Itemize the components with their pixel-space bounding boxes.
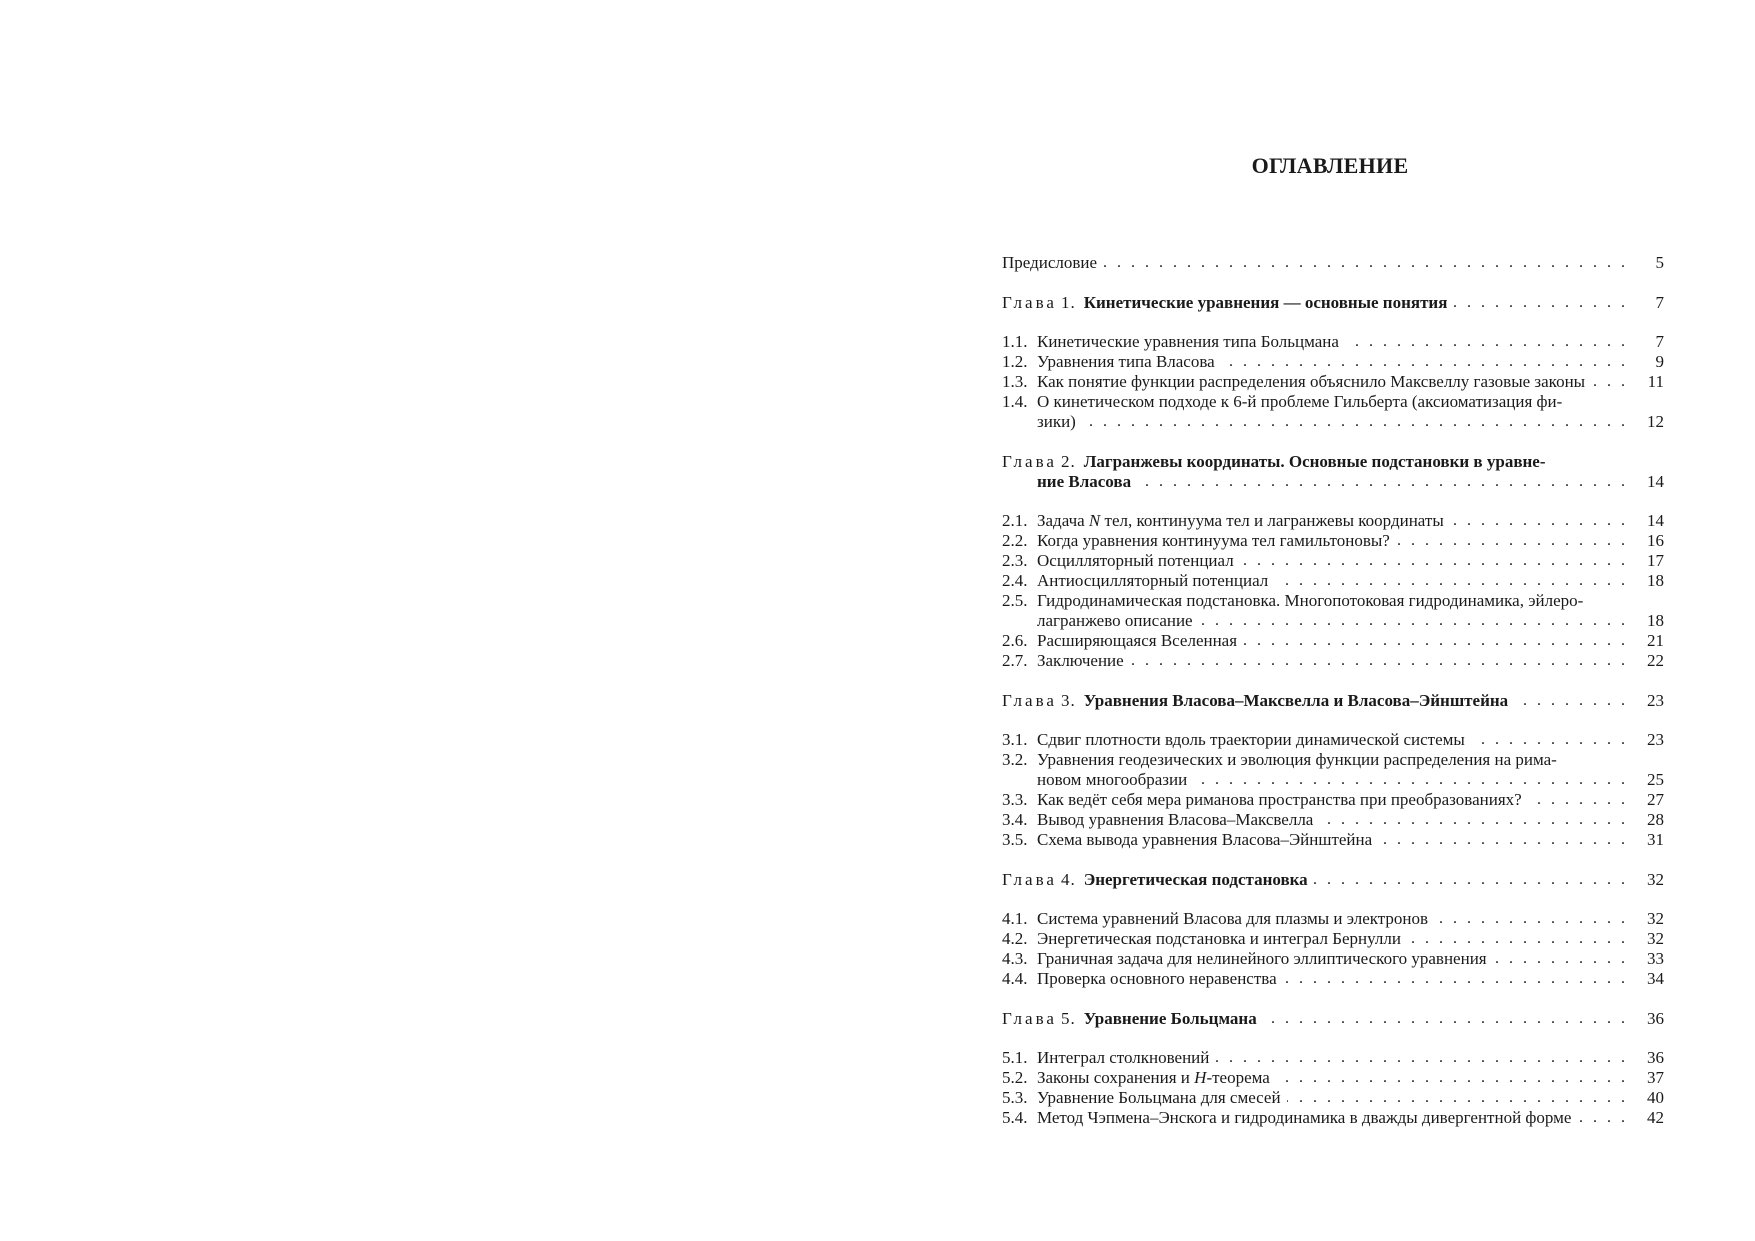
section-line xyxy=(1002,511,1664,531)
toc-chapter-entry[interactable] xyxy=(1002,293,1664,313)
toc-entry-preface[interactable] xyxy=(1002,253,1664,273)
page-number: 27 xyxy=(1647,790,1664,809)
toc-section-entry[interactable] xyxy=(1002,392,1664,432)
section-number: 5.2. xyxy=(1002,1068,1028,1087)
page-number: 28 xyxy=(1647,810,1664,829)
page-title: ОГЛАВЛЕНИЕ xyxy=(1251,153,1409,178)
page-number: 21 xyxy=(1647,631,1664,650)
chapters-container xyxy=(1002,293,1664,1129)
page-number: 23 xyxy=(1647,690,1664,710)
section-number: 3.3. xyxy=(1002,790,1028,809)
section-gap xyxy=(1002,492,1664,512)
toc-chapter-entry[interactable] xyxy=(1002,1009,1664,1029)
page-number: 7 xyxy=(1655,292,1664,312)
dot-leader xyxy=(1082,412,1628,432)
chapter-title-continued: ние Власова xyxy=(1037,471,1132,491)
chapter-title: Уравнение Больцмана xyxy=(1083,1008,1257,1028)
section-line xyxy=(1002,770,1664,790)
toc-section-entry[interactable] xyxy=(1002,750,1664,790)
chapter-number: 4. xyxy=(1060,869,1076,889)
section-line xyxy=(1002,372,1664,392)
section-line xyxy=(1002,531,1664,551)
section-number: 4.4. xyxy=(1002,969,1028,988)
section-title: Проверка основного неравенства xyxy=(1037,969,1277,988)
section-title: Расширяющаяся Вселенная xyxy=(1037,631,1238,650)
section-number: 3.4. xyxy=(1002,810,1028,829)
section-line xyxy=(1002,909,1664,929)
dot-leader xyxy=(1193,770,1628,790)
dot-leader xyxy=(1396,531,1628,551)
page-number: 32 xyxy=(1647,929,1664,948)
section-gap xyxy=(1002,1029,1664,1049)
chapter-word: Глава xyxy=(1002,1008,1057,1028)
section-number: 1.2. xyxy=(1002,352,1028,371)
section-number: 5.1. xyxy=(1002,1048,1028,1067)
section-number: 3.5. xyxy=(1002,830,1028,849)
section-title: Уравнение Больцмана для смесей xyxy=(1037,1088,1281,1107)
chapter-heading-line xyxy=(1002,452,1664,472)
chapter-title: Энергетическая подстановка xyxy=(1083,869,1308,889)
toc-section-entry[interactable] xyxy=(1002,909,1664,929)
toc-section-entry[interactable] xyxy=(1002,551,1664,571)
section-number: 2.3. xyxy=(1002,551,1028,570)
page-number: 14 xyxy=(1647,471,1664,491)
toc-section-entry[interactable] xyxy=(1002,1088,1664,1108)
section-title: Антиосцилляторный потенциал xyxy=(1037,571,1269,590)
chapter-heading-line xyxy=(1002,1009,1664,1029)
toc-section-entry[interactable] xyxy=(1002,949,1664,969)
chapter-word: Глава xyxy=(1002,690,1057,710)
section-title: Уравнения геодезических и эволюция функции распределения на рима- xyxy=(1037,750,1557,769)
section-line xyxy=(1002,551,1664,571)
dot-leader xyxy=(1130,651,1628,671)
dot-leader xyxy=(1283,969,1628,989)
section-title: Схема вывода уравнения Власова–Эйнштейна xyxy=(1037,830,1373,849)
page-number: 17 xyxy=(1647,551,1664,570)
toc-section-entry[interactable] xyxy=(1002,929,1664,949)
section-title: Законы сохранения и H-теорема xyxy=(1037,1068,1270,1087)
section-gap xyxy=(1002,313,1664,333)
section-line xyxy=(1002,810,1664,830)
section-title: Как ведёт себя мера риманова пространства при преобразованиях? xyxy=(1037,790,1522,809)
chapter-title: Лагранжевы координаты. Основные подстановки в уравне- xyxy=(1083,451,1546,471)
page-number: 23 xyxy=(1647,730,1664,749)
dot-leader xyxy=(1240,551,1628,571)
toc-section-entry[interactable] xyxy=(1002,969,1664,989)
section-number: 1.4. xyxy=(1002,392,1028,411)
toc-chapter-entry[interactable] xyxy=(1002,870,1664,890)
dot-leader xyxy=(1434,909,1628,929)
section-title-continued: зики) xyxy=(1037,412,1076,431)
section-line xyxy=(1002,591,1664,611)
section-line xyxy=(1002,790,1664,810)
dot-leader xyxy=(1493,949,1628,969)
section-line xyxy=(1002,332,1664,352)
dot-leader xyxy=(1287,1088,1628,1108)
section-line xyxy=(1002,730,1664,750)
page-number: 32 xyxy=(1647,909,1664,928)
section-number: 3.2. xyxy=(1002,750,1028,769)
section-title: Уравнения типа Власова xyxy=(1037,352,1215,371)
toc-section-entry[interactable] xyxy=(1002,651,1664,671)
section-number: 2.5. xyxy=(1002,591,1028,610)
section-title: Граничная задача для нелинейного эллиптического уравнения xyxy=(1037,949,1487,968)
dot-leader xyxy=(1471,730,1628,750)
section-title: Осцилляторный потенциал xyxy=(1037,551,1234,570)
toc-section-entry[interactable] xyxy=(1002,1048,1664,1068)
section-number: 4.1. xyxy=(1002,909,1028,928)
dot-leader xyxy=(1407,929,1628,949)
section-title: Как понятие функции распределения объяснило Максвеллу газовые законы xyxy=(1037,372,1586,391)
dot-leader xyxy=(1243,631,1628,651)
dot-leader xyxy=(1378,830,1628,850)
section-number: 1.1. xyxy=(1002,332,1028,351)
section-line xyxy=(1002,949,1664,969)
page-number: 36 xyxy=(1647,1048,1664,1067)
section-number: 2.2. xyxy=(1002,531,1028,550)
dot-leader xyxy=(1276,1068,1628,1088)
section-title: Гидродинамическая подстановка. Многопотоковая гидродинамика, эйлеро- xyxy=(1037,591,1584,610)
page-number: 25 xyxy=(1647,770,1664,789)
section-title: Интеграл столкновений xyxy=(1037,1048,1210,1067)
section-line xyxy=(1002,571,1664,591)
toc-section-entry[interactable] xyxy=(1002,830,1664,850)
chapter-word: Глава xyxy=(1002,451,1057,471)
section-title-continued: новом многообразии xyxy=(1037,770,1188,789)
toc-section-entry[interactable] xyxy=(1002,352,1664,372)
section-line xyxy=(1002,392,1664,412)
page-number: 11 xyxy=(1647,372,1664,391)
section-gap xyxy=(1002,890,1664,910)
section-line xyxy=(1002,1108,1664,1128)
page-number: 14 xyxy=(1647,511,1664,530)
page-number: 7 xyxy=(1655,332,1664,351)
toc-chapter-entry[interactable] xyxy=(1002,691,1664,711)
dot-leader xyxy=(1319,810,1628,830)
section-line xyxy=(1002,929,1664,949)
page-number: 40 xyxy=(1647,1088,1664,1107)
dot-leader xyxy=(1137,472,1628,492)
chapter-word: Глава xyxy=(1002,292,1057,312)
section-number: 4.2. xyxy=(1002,929,1028,948)
chapter-number: 3. xyxy=(1060,690,1076,710)
page-number: 16 xyxy=(1647,531,1664,550)
dot-leader xyxy=(1577,1108,1628,1128)
section-title: Когда уравнения континуума тел гамильтоновы? xyxy=(1037,531,1390,550)
section-line xyxy=(1002,1088,1664,1108)
dot-leader xyxy=(1199,611,1628,631)
section-line xyxy=(1002,1048,1664,1068)
toc-section-entry[interactable] xyxy=(1002,631,1664,651)
section-line xyxy=(1002,412,1664,432)
section-title: Заключение xyxy=(1037,651,1124,670)
toc-section-entry[interactable] xyxy=(1002,571,1664,591)
section-title: Вывод уравнения Власова–Максвелла xyxy=(1037,810,1314,829)
section-title: Метод Чэпмена–Энскога и гидродинамика в дважды дивергентной форме xyxy=(1037,1108,1572,1127)
dot-leader xyxy=(1453,293,1628,313)
section-title: Кинетические уравнения типа Больцмана xyxy=(1037,332,1339,351)
dot-leader xyxy=(1263,1009,1628,1029)
section-number: 5.3. xyxy=(1002,1088,1028,1107)
chapter-number: 1. xyxy=(1060,292,1076,312)
toc-section-entry[interactable] xyxy=(1002,332,1664,352)
toc-section-entry[interactable] xyxy=(1002,810,1664,830)
section-title: О кинетическом подходе к 6-й проблеме Гильберта (аксиоматизация фи- xyxy=(1037,392,1563,411)
section-title: Система уравнений Власова для плазмы и электронов xyxy=(1037,909,1429,928)
section-line xyxy=(1002,352,1664,372)
chapter-title: Кинетические уравнения — основные понятия xyxy=(1083,292,1448,312)
chapter-heading-line xyxy=(1002,870,1664,890)
dot-leader xyxy=(1314,870,1628,890)
chapter-heading-line xyxy=(1002,472,1664,492)
chapter-number: 5. xyxy=(1060,1008,1076,1028)
dot-leader xyxy=(1215,1048,1628,1068)
dot-leader xyxy=(1103,253,1628,273)
page-number: 33 xyxy=(1647,949,1664,968)
section-line xyxy=(1002,631,1664,651)
toc-section-entry[interactable] xyxy=(1002,1108,1664,1128)
section-title: Сдвиг плотности вдоль траектории динамической системы xyxy=(1037,730,1465,749)
section-title-continued: лагранжево описание xyxy=(1037,611,1193,630)
section-number: 5.4. xyxy=(1002,1108,1028,1127)
page-number: 32 xyxy=(1647,869,1664,889)
toc-section-entry[interactable] xyxy=(1002,372,1664,392)
page-number: 34 xyxy=(1647,969,1664,988)
dot-leader xyxy=(1528,790,1628,810)
page-number: 18 xyxy=(1647,571,1664,590)
chapter-heading-line xyxy=(1002,691,1664,711)
toc-section-entry[interactable] xyxy=(1002,531,1664,551)
section-number: 3.1. xyxy=(1002,730,1028,749)
toc-list xyxy=(1002,253,1664,1128)
section-gap xyxy=(1002,711,1664,731)
section-line xyxy=(1002,611,1664,631)
page-number: 22 xyxy=(1647,651,1664,670)
section-line xyxy=(1002,830,1664,850)
chapter-word: Глава xyxy=(1002,869,1057,889)
page-number: 9 xyxy=(1655,352,1664,371)
page-number: 37 xyxy=(1647,1068,1664,1087)
toc-section-entry[interactable] xyxy=(1002,1068,1664,1088)
section-title: Энергетическая подстановка и интеграл Бернулли xyxy=(1037,929,1401,948)
preface-label: Предисловие xyxy=(1002,253,1098,272)
toc-chapter-entry[interactable] xyxy=(1002,452,1664,492)
chapter-title: Уравнения Власова–Максвелла и Власова–Эйнштейна xyxy=(1083,690,1509,710)
dot-leader xyxy=(1345,332,1628,352)
section-number: 2.4. xyxy=(1002,571,1028,590)
toc-section-entry[interactable] xyxy=(1002,790,1664,810)
toc-section-entry[interactable] xyxy=(1002,591,1664,631)
section-number: 2.1. xyxy=(1002,511,1028,530)
toc-section-entry[interactable] xyxy=(1002,511,1664,531)
dot-leader xyxy=(1450,511,1628,531)
page-number: 5 xyxy=(1655,253,1664,272)
section-line xyxy=(1002,969,1664,989)
section-line xyxy=(1002,1068,1664,1088)
section-number: 2.6. xyxy=(1002,631,1028,650)
section-line xyxy=(1002,651,1664,671)
dot-leader xyxy=(1514,691,1628,711)
dot-leader xyxy=(1221,352,1628,372)
section-number: 2.7. xyxy=(1002,651,1028,670)
page-number: 18 xyxy=(1647,611,1664,630)
page-number: 31 xyxy=(1647,830,1664,849)
dot-leader xyxy=(1591,372,1628,392)
page-number: 42 xyxy=(1647,1108,1664,1127)
dot-leader xyxy=(1274,571,1628,591)
section-title: Задача N тел, континуума тел и лагранжевы координаты xyxy=(1037,511,1444,530)
page-number: 12 xyxy=(1647,412,1664,431)
section-line xyxy=(1002,750,1664,770)
section-number: 4.3. xyxy=(1002,949,1028,968)
toc-section-entry[interactable] xyxy=(1002,730,1664,750)
section-number: 1.3. xyxy=(1002,372,1028,391)
chapter-heading-line xyxy=(1002,293,1664,313)
chapter-number: 2. xyxy=(1060,451,1076,471)
page-number: 36 xyxy=(1647,1008,1664,1028)
